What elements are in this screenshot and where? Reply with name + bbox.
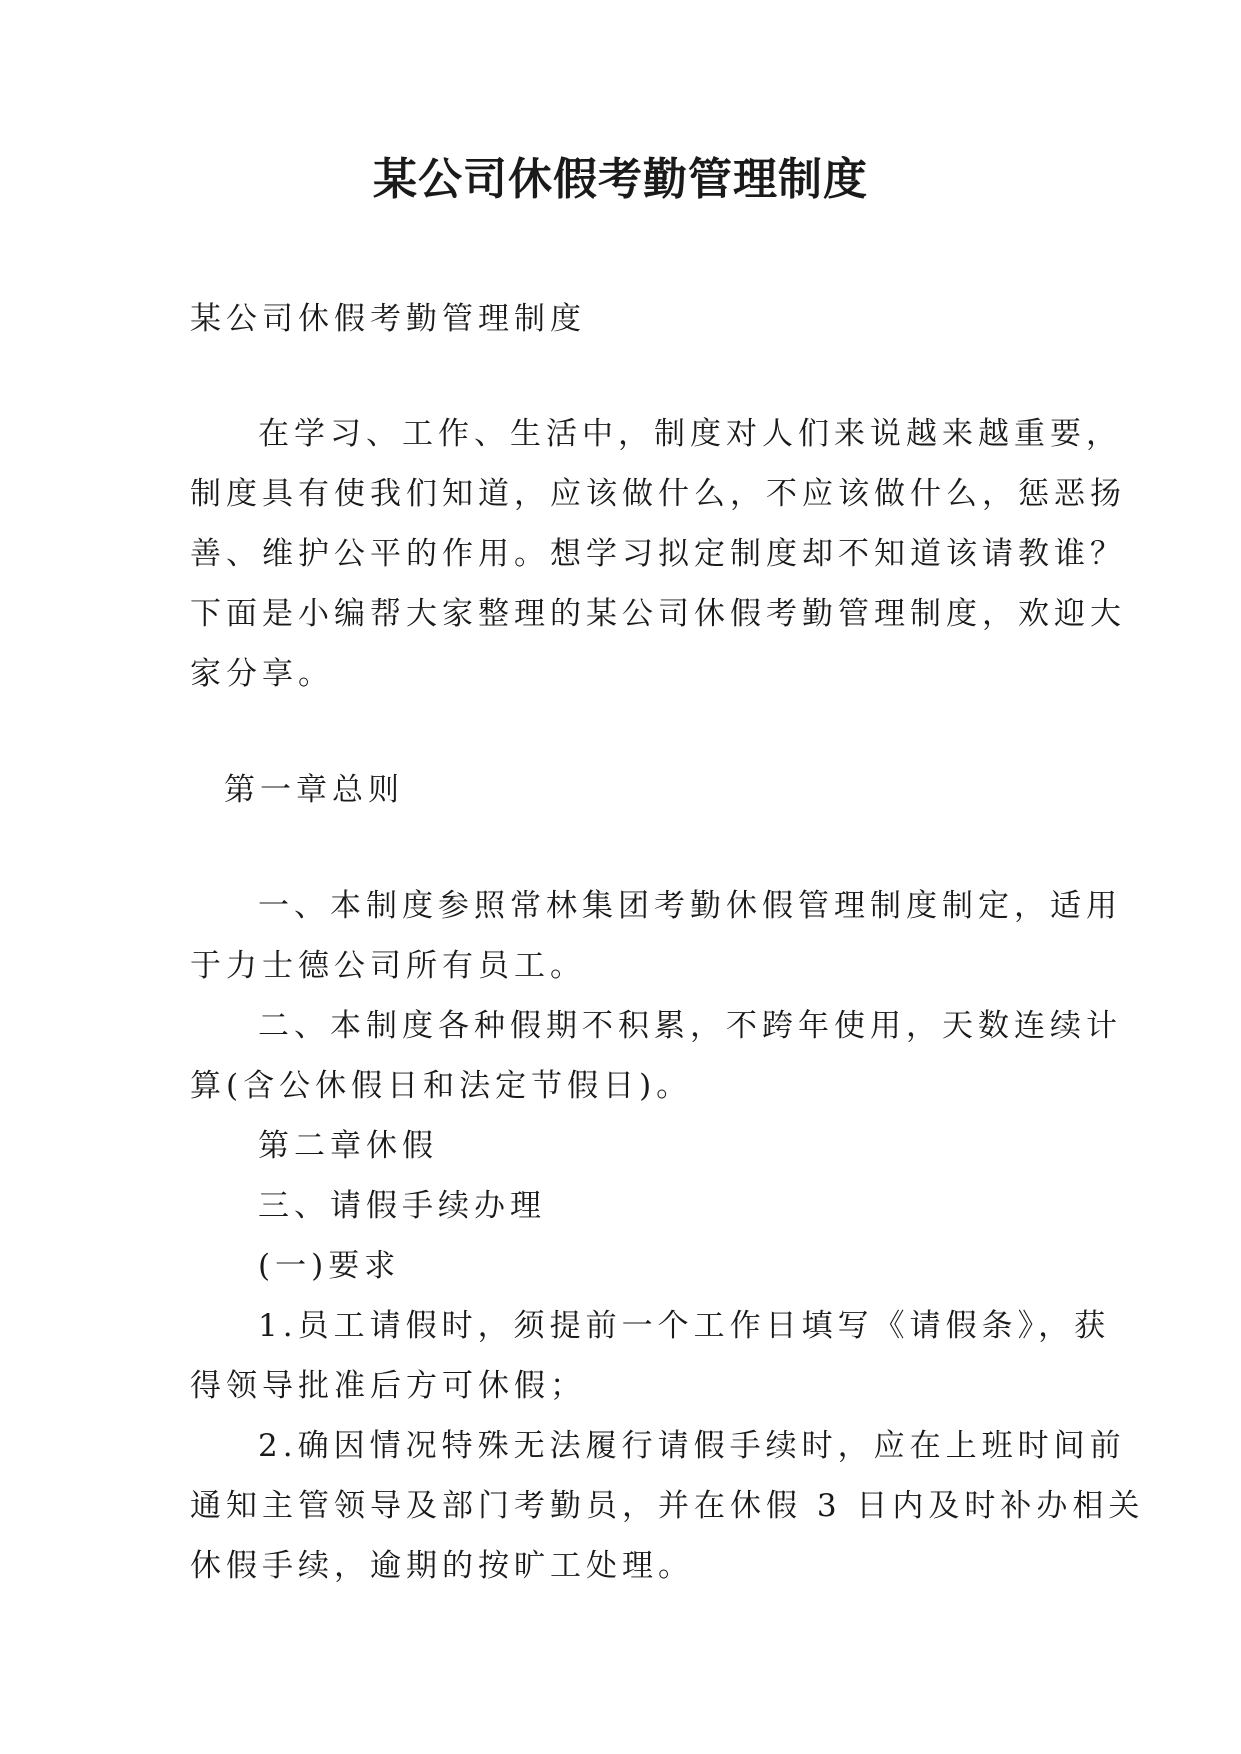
intro-line-1: 在学习、工作、生活中，制度对人们来说越来越重要，	[258, 416, 1122, 452]
body-line-2: 于力士德公司所有员工。	[190, 948, 586, 984]
intro-line-2: 制度具有使我们知道，应该做什么，不应该做什么，惩恶扬	[190, 476, 1126, 512]
body-line-1: 一、本制度参照常林集团考勤休假管理制度制定，适用	[258, 888, 1122, 924]
intro-line-5: 家分享。	[190, 656, 334, 692]
body-line-12: 休假手续，逾期的按旷工处理。	[190, 1548, 694, 1584]
document-subtitle: 某公司休假考勤管理制度	[190, 301, 586, 337]
chapter-heading-2: 第二章休假	[258, 1128, 438, 1164]
body-line-9: 得领导批准后方可休假；	[190, 1368, 586, 1404]
body-line-10: 2.确因情况特殊无法履行请假手续时，应在上班时间前	[258, 1428, 1126, 1464]
body-line-4: 算(含公休假日和法定节假日)。	[190, 1068, 693, 1104]
chapter-heading-1: 第一章总则	[224, 772, 404, 808]
section-heading-3: 三、请假手续办理	[258, 1188, 546, 1224]
intro-line-3: 善、维护公平的作用。想学习拟定制度却不知道该请教谁？	[190, 536, 1126, 572]
subsection-heading-1: (一)要求	[258, 1248, 401, 1284]
intro-line-4: 下面是小编帮大家整理的某公司休假考勤管理制度，欢迎大	[190, 596, 1126, 632]
body-line-11: 通知主管领导及部门考勤员，并在休假 3 日内及时补办相关	[190, 1488, 1145, 1524]
body-line-3: 二、本制度各种假期不积累，不跨年使用，天数连续计	[258, 1008, 1122, 1044]
body-line-8: 1.员工请假时，须提前一个工作日填写《请假条》，获	[258, 1308, 1111, 1344]
document-title: 某公司休假考勤管理制度	[373, 154, 868, 205]
